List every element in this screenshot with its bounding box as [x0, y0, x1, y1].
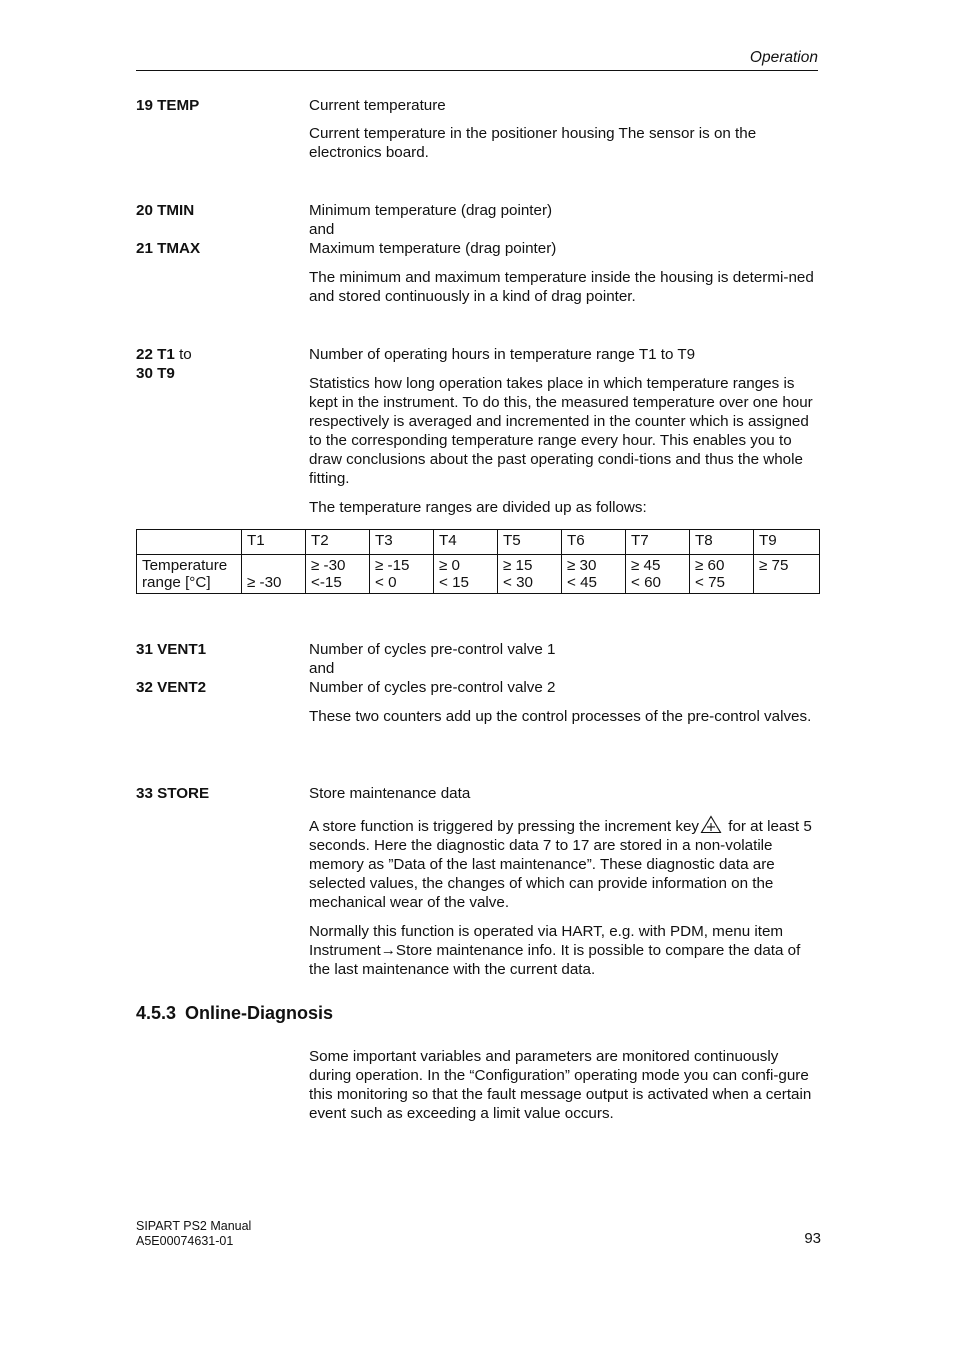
- section-number: 4.5.3: [136, 1003, 177, 1023]
- cell-line: ≥ -30: [311, 557, 346, 574]
- param-temp-short: Current temperature: [309, 97, 446, 114]
- table-header-cell: T8: [690, 530, 754, 555]
- param-vent1-line: Number of cycles pre‑control valve 1: [309, 641, 556, 658]
- param-label-vent2: 32 VENT2: [136, 679, 207, 696]
- store-desc-start: A store function is triggered by pressing the increment key: [309, 818, 700, 835]
- param-store-desc2: Normally this function is operated via HART, e.g. with PDM, menu item Instrument→Store maintenance info. It is possible to compare the data of the last maintenance with the current data.: [309, 923, 801, 978]
- cell-line: < 45: [567, 574, 597, 591]
- increment-key-icon: [700, 815, 722, 834]
- param-label-t1-text: 22 T1: [136, 346, 175, 363]
- table-header-cell: T3: [370, 530, 434, 555]
- footer-manual: SIPART PS2 Manual: [136, 1219, 252, 1233]
- online-diagnosis-desc: Some important variables and parameters are monitored continuously during operation. In the “Configuration” operating mode you can confi-gure this monitoring so that the fault message output is activated when a certain event such as exceeding a limit value occurs.: [309, 1048, 812, 1122]
- table-cell: [690, 555, 754, 594]
- table-cell: [434, 555, 498, 594]
- row-label-line: range [°C]: [142, 574, 211, 591]
- cell-line: ≥ -30: [247, 574, 282, 591]
- footer-left: [136, 1219, 251, 1249]
- param-store-short: Store maintenance data: [309, 785, 471, 802]
- table-header-row: [137, 530, 820, 555]
- table-cell: [242, 555, 306, 594]
- footer-doc-number: A5E00074631-01: [136, 1234, 234, 1248]
- param-vent-and: and: [309, 660, 335, 677]
- cell-line: ≥ -15: [375, 557, 410, 574]
- header-rule: [136, 70, 818, 71]
- table-header-cell: T4: [434, 530, 498, 555]
- param-vent-desc: These two counters add up the control processes of the pre‑control valves.: [309, 708, 812, 725]
- cell-line: ≥ 60: [695, 557, 725, 574]
- table-cell: [370, 555, 434, 594]
- section-title: Online-Diagnosis: [185, 1003, 334, 1023]
- cell-line: ≥ 30: [567, 557, 597, 574]
- param-label-to: to: [179, 346, 192, 363]
- table-cell: [306, 555, 370, 594]
- section-heading: [136, 1002, 333, 1024]
- param-label-vent1: 31 VENT1: [136, 641, 207, 658]
- table-corner-cell: [137, 530, 242, 555]
- param-label-t9: 30 T9: [136, 365, 175, 382]
- running-header: Operation: [749, 49, 818, 66]
- cell-line: ≥ 15: [503, 557, 533, 574]
- param-label-t1: [136, 345, 192, 364]
- row-label-line: Temperature: [142, 557, 228, 574]
- cell-line: < 60: [631, 574, 661, 591]
- table-cell: [626, 555, 690, 594]
- param-tmax-line: Maximum temperature (drag pointer): [309, 240, 557, 257]
- cell-line: < 15: [439, 574, 469, 591]
- page-number: 93: [804, 1230, 821, 1247]
- table-cell: [754, 555, 820, 594]
- param-tmin-line: Minimum temperature (drag pointer): [309, 202, 553, 219]
- cell-line: ≥ 0: [439, 557, 461, 574]
- param-t-ranges-desc: Statistics how long operation takes place in which temperature ranges is kept in the instrument. To do this, the measured temperature over one hour respectively is averaged and incremented in the counter which is assigned to the corresponding temperature range every hour. This enables you to draw conclusions about the past operating condi-tions and thus the whole fitting.: [309, 375, 813, 487]
- table-header-cell: T9: [754, 530, 820, 555]
- param-label-temp: 19 TEMP: [136, 97, 200, 114]
- store-desc-paragraph: [309, 815, 821, 912]
- table-row: [137, 555, 820, 594]
- param-t-ranges-short: Number of operating hours in temperature range T1 to T9: [309, 346, 696, 363]
- param-tmin-and: and: [309, 221, 335, 238]
- param-temp-desc: Current temperature in the positioner housing The sensor is on the electronics board.: [309, 125, 757, 161]
- table-header-cell: T5: [498, 530, 562, 555]
- table-header-cell: T7: [626, 530, 690, 555]
- cell-line: ≥ 75: [759, 557, 789, 574]
- cell-line: < 30: [503, 574, 533, 591]
- table-header-cell: T1: [242, 530, 306, 555]
- param-vent2-line: Number of cycles pre‑control valve 2: [309, 679, 556, 696]
- cell-line: < 75: [695, 574, 725, 591]
- cell-line: ≥ 45: [631, 557, 661, 574]
- temperature-range-table: [136, 529, 820, 594]
- table-cell: [498, 555, 562, 594]
- table-header-cell: T6: [562, 530, 626, 555]
- cell-line: < 0: [375, 574, 397, 591]
- table-header-cell: T2: [306, 530, 370, 555]
- param-t-ranges-intro: The temperature ranges are divided up as follows:: [309, 499, 647, 516]
- table-row-label: [137, 555, 242, 594]
- param-label-tmin: 20 TMIN: [136, 202, 195, 219]
- param-store-desc: [309, 815, 821, 912]
- param-label-store: 33 STORE: [136, 785, 210, 802]
- param-label-tmax: 21 TMAX: [136, 240, 201, 257]
- cell-line: <-15: [311, 574, 342, 591]
- table-cell: [562, 555, 626, 594]
- store-desc-rest: for at least 5 seconds. Here the diagnostic data 7 to 17 are stored in a non-volatile memory as ”Data of the last maintenance”. These diagnostic data are selected values, the changes of which can provide information on the mechanical wear of the valve.: [309, 818, 812, 911]
- param-tmin-tmax-desc: The minimum and maximum temperature inside the housing is determi-ned and stored continuously in a kind of drag pointer.: [309, 269, 814, 305]
